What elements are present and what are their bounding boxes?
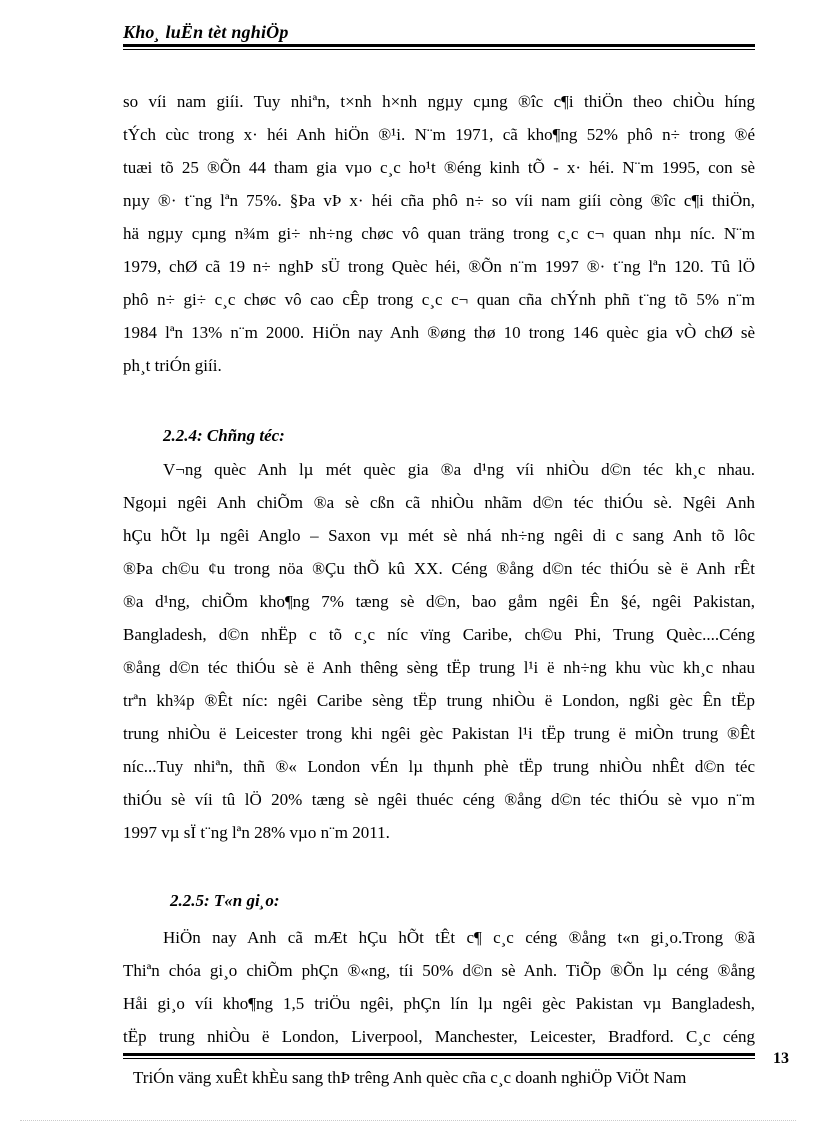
text-line: ®Þa ch©u ¢u trong nöa ®Çu thÕ kû XX. Céng ®ång d©n téc thiÓu sè ë Anh rÊt	[123, 559, 755, 578]
text-line: 1997 vµ sÏ t¨ng lªn 28% vµo n¨m 2011.	[123, 823, 390, 842]
text-line: 1979, chØ cã 19 n÷ nghÞ sÜ trong Quèc héi, ®Õn n¨m 1997 ®· t¨ng lªn 120. Tû lÖ	[123, 257, 755, 276]
page-number: 13	[773, 1050, 789, 1067]
text-line: Håi gi¸o víi kho¶ng 1,5 triÖu ngêi, phÇn lín lµ ngêi gèc Pakistan vµ Bangladesh,	[123, 994, 755, 1013]
text-line: trªn kh¾p ®Êt níc: ngêi Caribe sèng tËp trung nhiÒu ë London, ngßi gèc Ên tËp	[123, 691, 755, 710]
section-heading-religion: 2.2.5: T«n gi¸o:	[170, 891, 280, 910]
text-line: HiÖn nay Anh cã mÆt hÇu hÕt tÊt c¶ c¸c céng ®ång t«n gi¸o.Trong ®ã	[163, 928, 755, 947]
footer-rule	[123, 1053, 755, 1056]
text-line: nµy ®· t¨ng lªn 75%. §Þa vÞ x· héi cña phô n÷ so víi nam giíi còng ®îc c¶i thiÖn,	[123, 191, 755, 210]
text-line: tuæi tõ 25 ®Õn 44 tham gia vµo c¸c ho¹t ®éng kinh tÕ - x· héi. N¨m 1995, con sè	[123, 158, 755, 177]
text-line: trung nhiÒu ë Leicester trong khi ngêi gèc Pakistan l¹i tËp trung ë miÒn trung ®Êt	[123, 724, 755, 743]
text-line: V¬ng quèc Anh lµ mét quèc gia ®a d¹ng víi nhiÒu d©n téc kh¸c nhau.	[163, 460, 755, 479]
section-heading-ethnicity: 2.2.4: Chñng téc:	[163, 426, 285, 445]
text-line: hä ngµy cµng n¾m gi÷ nh÷ng chøc vô quan träng trong c¸c c¬ quan nhµ níc. N¨m	[123, 224, 755, 243]
text-line: ®ång d©n téc thiÓu sè ë Anh thêng sèng tËp trung l¹i ë nh÷ng khu vùc kh¸c nhau	[123, 658, 755, 677]
footer-rule-thin	[123, 1058, 755, 1059]
page-edge-divider	[20, 1120, 796, 1121]
text-line: níc...Tuy nhiªn, thñ ®« London vÉn lµ thµnh phè tËp trung nhiÒu nhÊt d©n téc	[123, 757, 755, 776]
text-line: tÝch cùc trong x· héi Anh hiÖn ®¹i. N¨m 1971, cã kho¶ng 52% phô n÷ trong ®é	[123, 125, 755, 144]
text-line: ®a d¹ng, chiÕm kho¶ng 7% tæng sè d©n, bao gåm ngêi Ên §é, ngêi Pakistan,	[123, 592, 755, 611]
text-line: tËp trung nhiÒu ë London, Liverpool, Manchester, Leicester, Bradford. C¸c céng	[123, 1027, 755, 1046]
text-line: phô n÷ gi÷ c¸c chøc vô cao cÊp trong c¸c c¬ quan cña chÝnh phñ t¨ng tõ 5% n¨m	[123, 290, 755, 309]
text-line: ph¸t triÓn giíi.	[123, 356, 222, 375]
running-header-title: Kho¸ luËn tèt nghiÖp	[123, 22, 289, 42]
header-rule	[123, 44, 755, 47]
header-rule-thin	[123, 49, 755, 50]
text-line: so víi nam giíi. Tuy nhiªn, t×nh h×nh ngµy cµng ®îc c¶i thiÖn theo chiÒu híng	[123, 92, 755, 111]
text-line: Thiªn chóa gi¸o chiÕm phÇn ®«ng, tíi 50% d©n sè Anh. TiÕp ®Õn lµ céng ®ång	[123, 961, 755, 980]
text-line: hÇu hÕt lµ ngêi Anglo – Saxon vµ mét sè nhá nh÷ng ngêi di c sang Anh tõ lôc	[123, 526, 755, 545]
text-line: thiÓu sè víi tû lÖ 20% tæng sè ngêi thuéc céng ®ång d©n téc thiÓu sè vµo n¨m	[123, 790, 755, 809]
text-line: 1984 lªn 13% n¨m 2000. HiÖn nay Anh ®øng thø 10 trong 146 quèc gia vÒ chØ sè	[123, 323, 755, 342]
running-footer-title: TriÓn väng xuÊt khÈu sang thÞ trêng Anh quèc cña c¸c doanh nghiÖp ViÖt Nam	[133, 1068, 687, 1087]
text-line: Ngoµi ngêi Anh chiÕm ®a sè cßn cã nhiÒu nhãm d©n téc thiÓu sè. Ngêi Anh	[123, 493, 755, 512]
text-line: Bangladesh, d©n nhËp c tõ c¸c níc vïng Caribe, ch©u Phi, Trung Quèc....Céng	[123, 625, 755, 644]
